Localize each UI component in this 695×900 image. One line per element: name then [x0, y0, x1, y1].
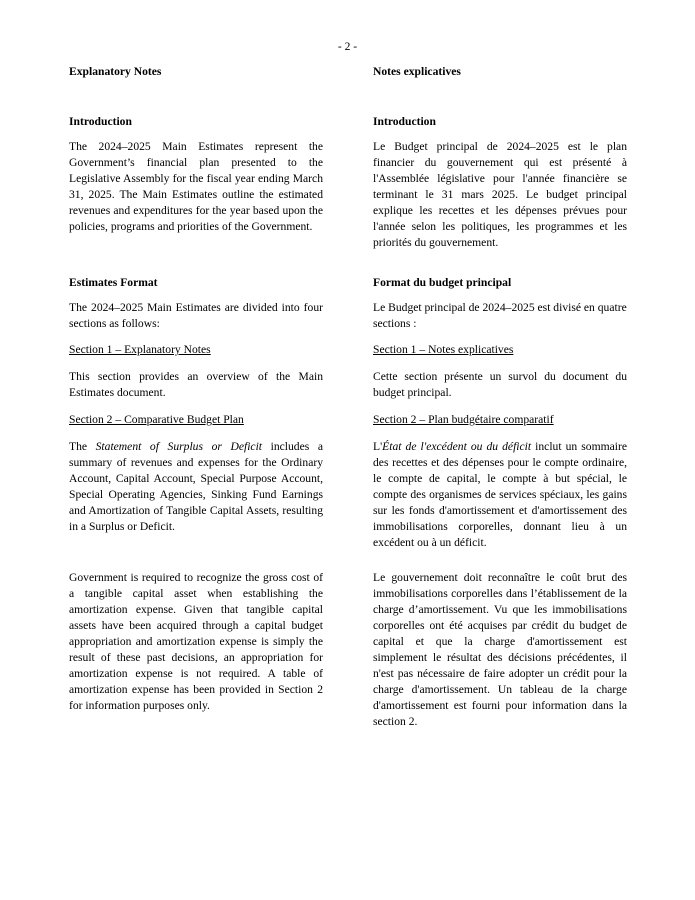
fr-intro-heading: Introduction — [373, 115, 436, 128]
fr-section1-title: Section 1 – Notes explicatives — [373, 343, 514, 356]
fr-section2-text: L'État de l'excédent ou du déficit inclut un sommaire des recettes et des dépenses pour le compte ordinaire, le compte de capital, le compte à but spécial, le compte des organismes de services spéciaux, les gains sur les fonds d'amortissement et d'amortissement des immobilisations corporelles, donnant lieu à un excédent ou à un déficit. — [373, 440, 627, 549]
en-intro-heading: Introduction — [69, 115, 132, 128]
fr-section1-text: Cette section présente un survol du document du budget principal. — [373, 370, 627, 399]
fr-intro-text: Le Budget principal de 2024–2025 est le plan financier du gouvernement qui est présenté à l'Assemblée législative pour l'année financière se terminant le 31 mars 2025. Le budget principal explique les recettes et les dépenses prévues pour l'année selon les politiques, les programmes et les priorités du gouvernement. — [373, 140, 627, 249]
en-section2-text: The Statement of Surplus or Deficit includes a summary of revenues and expenses for the Ordinary Account, Capital Account, Special Purpose Account, Special Operating Agencies, Sinking Fund Earnings and Amortization of Tangible Capital Assets, resulting in a Surplus or Deficit. — [69, 440, 323, 533]
fr-amortization-text: Le gouvernement doit reconnaître le coût brut des immobilisations corporelles dans l’établissement de la charge d’amortissement. Vu que les immobilisations corporelles ont été acquises par crédit du budget de capital et que la charge d'amortissement est simplement le résultat des décisions précédentes, il n'est pas nécessaire de faire adopter un crédit pour la charge d'amortissement. Un tableau de la charge d'amortissement est fourni pour information dans la section 2. — [373, 571, 627, 728]
fr-statement-name: État de l'excédent ou du déficit — [382, 440, 532, 453]
en-statement-name: Statement of Surplus or Deficit — [95, 440, 263, 453]
en-amortization-text: Government is required to recognize the gross cost of a tangible capital asset when establishing the amortization expense. Given that tangible capital assets have been acquired through a capital budget appropriation and amortization expense is simply the result of these past decisions, an appropriation for amortization expense is not required. A table of amortization expense has been provided in Section 2 for information purposes only. — [69, 571, 323, 712]
fr-format-heading: Format du budget principal — [373, 276, 512, 289]
en-section2-title: Section 2 – Comparative Budget Plan — [69, 413, 244, 426]
fr-format-text: Le Budget principal de 2024–2025 est divisé en quatre sections : — [373, 301, 627, 330]
en-section1-text: This section provides an overview of the Main Estimates document. — [69, 370, 323, 399]
en-section1-title: Section 1 – Explanatory Notes — [69, 343, 211, 356]
en-title: Explanatory Notes — [69, 65, 162, 78]
page-number: - 2 - — [337, 41, 358, 53]
en-format-text: The 2024–2025 Main Estimates are divided into four sections as follows: — [69, 301, 323, 330]
fr-title: Notes explicatives — [373, 65, 461, 78]
en-intro-text: The 2024–2025 Main Estimates represent the Government’s financial plan presented to the Legislative Assembly for the fiscal year ending March 31, 2025. The Main Estimates outline the estimated revenues and expenditures for the year based upon the policies, programs and priorities of the Government. — [69, 140, 323, 233]
en-format-heading: Estimates Format — [69, 276, 158, 289]
fr-section2-title: Section 2 – Plan budgétaire comparatif — [373, 413, 554, 426]
